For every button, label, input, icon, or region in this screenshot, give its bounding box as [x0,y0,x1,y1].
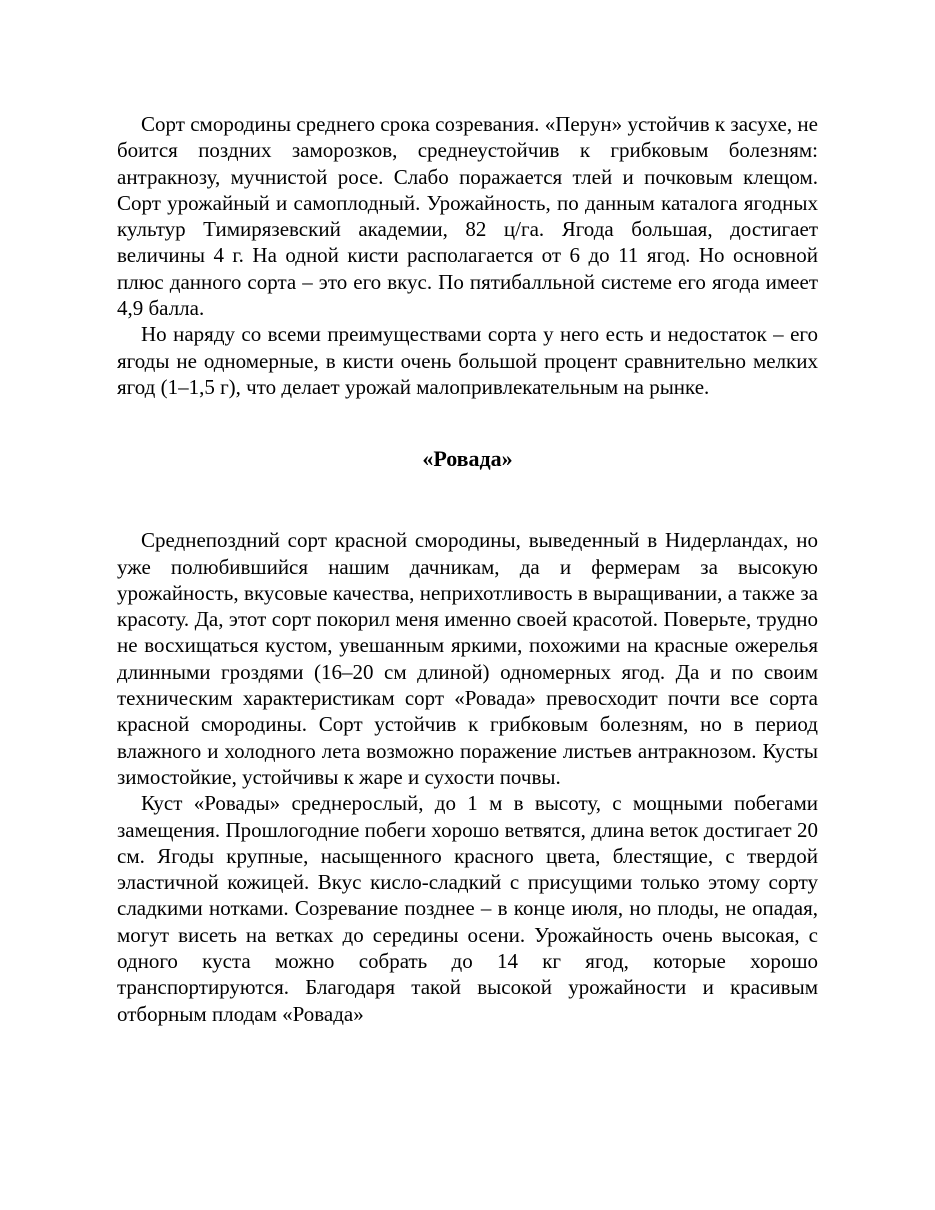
spacer [117,472,818,527]
spacer [117,400,818,446]
paragraph-perun-drawback: Но наряду со всеми преимуществами сорта у него есть и недостаток – его ягоды не одномерные, в кисти очень большой процент сравнительно мелких ягод (1–1,5 г), что делает урожай малопривлекательным на рынке. [117,322,818,399]
paragraph-rovada-bush: Куст «Ровады» среднерослый, до 1 м в высоту, с мощными побегами замещения. Прошлогодние побеги хорошо ветвятся, длина веток достигает 20 см. Ягоды крупные, насыщенного красного цвета, блестящие, с твердой эластичной кожицей. Вкус кисло-сладкий с присущими только этому сорту сладкими нотками. Созревание позднее – в конце июля, но плоды, не опадая, могут висеть на ветках до середины осени. Урожайность очень высокая, с одного куста можно собрать до 14 кг ягод, которые хорошо транспортируются. Благодаря такой высокой урожайности и красивым отборным плодам «Ровада» [117,791,818,1026]
paragraph-rovada-intro: Среднепоздний сорт красной смородины, выведенный в Нидерландах, но уже полюбившийся нашим дачникам, да и фермерам за высокую урожайность, вкусовые качества, неприхотливость в выращивании, а также за красоту. Да, этот сорт покорил меня именно своей красотой. Поверьте, трудно не восхищаться кустом, увешанным яркими, похожими на красные ожерелья длинными гроздями (16–20 см длиной) одномерных ягод. Да и по своим техническим характеристикам сорт «Ровада» превосходит почти все сорта красной смородины. Сорт устойчив к грибковым болезням, но в период влажного и холодного лета возможно поражение листьев антракнозом. Кусты зимостойкие, устойчивы к жаре и сухости почвы. [117,528,818,789]
document-page [117,111,818,1027]
section-heading-rovada: «Ровада» [422,446,513,472]
paragraph-perun-description: Сорт смородины среднего срока созревания. «Перун» устойчив к засухе, не боится поздних заморозков, среднеустойчив к грибковым болезням: антракнозу, мучнистой росе. Слабо поражается тлей и почковым клещом. Сорт урожайный и самоплодный. Урожайность, по данным каталога ягодных культур Тимирязевский академии, 82 ц/га. Ягода большая, достигает величины 4 г. На одной кисти располагается от 6 до 11 ягод. Но основной плюс данного сорта – это его вкус. По пятибалльной системе его ягода имеет 4,9 балла. [117,112,818,321]
